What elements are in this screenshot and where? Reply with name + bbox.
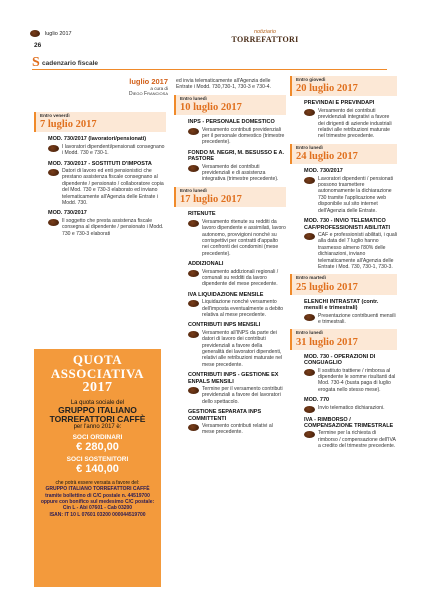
column-3 bbox=[290, 72, 397, 450]
promo-title: QUOTA ASSOCIATIVA bbox=[50, 352, 145, 381]
coffee-bean-icon bbox=[188, 128, 199, 135]
list-item: Versamento contributi relativi al mese precedente. bbox=[188, 423, 286, 436]
item-title: MOD. 730 - OPERAZIONI DI CONGUAGLIO bbox=[304, 353, 376, 367]
coffee-bean-icon bbox=[304, 314, 315, 321]
promo-line1: La quota sociale del bbox=[70, 400, 125, 406]
date-label: Entro lunedì bbox=[180, 95, 207, 101]
coffee-bean-icon bbox=[188, 424, 199, 431]
item-title: FONDO M. NEGRI, M. BESUSSO E A. PASTORE bbox=[188, 149, 285, 163]
promo-pay5: Cin L - Abi 07601 - Cab 03200 bbox=[62, 505, 133, 512]
list-item: Versamento contributi previdenziali per il personale domestico (trimestre precedente). bbox=[188, 127, 286, 146]
promo-pay2: GRUPPO ITALIANO TORREFATTORI CAFFÈ bbox=[45, 486, 150, 493]
date-label: Entro lunedì bbox=[296, 144, 323, 150]
item-title: MOD. 730/2017 (lavoratori/pensionati) bbox=[48, 136, 147, 143]
list-item: Datori di lavoro ed enti pensionistici che prestano assistenza fiscale consegnano al dipendente / pensionato / collaboratore copia del Mod. 730 e 730-3 elaborato ed inviano telematicamente all'Agenzia delle Entrate i Modd. 730. bbox=[48, 168, 166, 206]
promo-year: 2017 bbox=[82, 380, 113, 395]
promo-line2: per l'anno 2017 è: bbox=[73, 424, 122, 431]
list-item: Versamento dei contributi previdenziali e di assistenza integrativa (trimestre precedente). bbox=[188, 164, 286, 183]
item-title: CONTRIBUTI INPS MENSILI bbox=[188, 322, 261, 329]
item-title: PREVINDAI E PREVINDAPI bbox=[304, 100, 375, 107]
section-title: cadenzario fiscale bbox=[42, 60, 98, 67]
coffee-bean-icon bbox=[188, 387, 199, 394]
promo-supporter-label: SOCI SOSTENITORI bbox=[66, 455, 129, 463]
item-title: ADDIZIONALI bbox=[188, 261, 224, 268]
item-title: IVA LIQUIDAZIONE MENSILE bbox=[188, 291, 264, 298]
date-value: 31 luglio 2017 bbox=[296, 336, 358, 348]
item-title: CONTRIBUTI INPS - GESTIONE EX ENPALS MENSILI bbox=[188, 372, 279, 385]
intro-by: a cura di bbox=[150, 86, 168, 91]
item-title: MOD. 770 bbox=[304, 397, 330, 404]
list-item: Lavoratori dipendenti / pensionati possono trasmettere autonomamente la dichiarazione 730 tramite l'applicazione web disponibile sul sito internet dell'Agenzia delle Entrate. bbox=[304, 176, 397, 214]
item-title: INPS - PERSONALE DOMESTICO bbox=[188, 119, 275, 126]
list-item: Invio telematico dichiarazioni. bbox=[304, 405, 397, 413]
coffee-bean-icon bbox=[304, 233, 315, 240]
date-label: Entro martedì bbox=[296, 275, 326, 281]
intro bbox=[85, 78, 168, 97]
header-notiziario: notiziario bbox=[253, 29, 276, 35]
date-label: Entro lunedì bbox=[296, 330, 323, 336]
list-item: Versamento ritenute su redditi da lavoro dipendente e assimilati, lavoro autonomo, provvigioni nonché su corrispettivi per contratti d'appalto nei confronti dei condomini (mese precedente). bbox=[188, 219, 286, 257]
date-value: 17 luglio 2017 bbox=[180, 194, 242, 206]
date-value: 10 luglio 2017 bbox=[180, 102, 242, 114]
list-item: Termine per il versamento contributi previdenziali a favore dei lavoratori dello spettacolo. bbox=[188, 386, 286, 405]
section-letter: S bbox=[32, 55, 40, 70]
date-header bbox=[34, 112, 166, 132]
coffee-bean-icon bbox=[304, 109, 315, 116]
coffee-bean-icon bbox=[48, 169, 59, 176]
list-item: Versamento addizionali regionali / comunali su redditi da lavoro dipendente del mese precedente. bbox=[188, 269, 286, 288]
list-item: Liquidazione nonché versamento dell'imposta eventualmente a debito relativa al mese precedente. bbox=[188, 299, 286, 318]
coffee-bean-icon bbox=[304, 369, 315, 376]
promo-pay6: ISAN: IT 10 L 07601 03200 000044519700 bbox=[49, 511, 146, 518]
coffee-bean-icon bbox=[304, 406, 315, 413]
date-label: Entro giovedì bbox=[296, 77, 326, 82]
list-item: CAF e professionisti abilitati, i quali alla data del 7 luglio hanno trasmesso almeno l'80% delle dichiarazioni, inviano telematicamente all'Agenzia delle Entrate i Mod. 730, 730-1, 730-3. bbox=[304, 232, 397, 270]
column-1 bbox=[34, 108, 166, 237]
header-brand: TORREFATTORI bbox=[231, 35, 299, 44]
list-item: Versamento all'INPS da parte dei datori di lavoro dei contributi previdenziali a favore della generalità dei lavoratori dipendenti, relativi alle retribuzioni maturate nel mese precedente. bbox=[188, 330, 286, 368]
list-item: I lavoratori dipendenti/pensionati consegnano i Modd. 730 e 730-1. bbox=[48, 144, 166, 157]
coffee-bean-icon bbox=[188, 300, 199, 307]
promo-group: GRUPPO ITALIANO TORREFATTORI CAFFÈ bbox=[49, 405, 146, 425]
item-title: IVA - RIMBORSO / COMPENSAZIONE TRIMESTRALE bbox=[304, 416, 394, 430]
header-date: luglio 2017 bbox=[45, 31, 72, 37]
intro-month: luglio 2017 bbox=[129, 77, 168, 86]
page-number: 26 bbox=[34, 42, 42, 49]
date-value: 20 luglio 2017 bbox=[296, 83, 358, 95]
coffee-bean-icon bbox=[188, 331, 199, 338]
coffee-bean-icon bbox=[48, 219, 59, 226]
coffee-bean-icon bbox=[188, 220, 199, 227]
item-title: MOD. 730 - INVIO TELEMATICO CAF/PROFESSIONISTI ABILITATI bbox=[304, 218, 391, 231]
item-title: MOD. 730/2017 - SOSTITUTI D'IMPOSTA bbox=[48, 160, 152, 167]
item-title: ELENCHI INTRASTAT (contr. mensili e trimestrali) bbox=[304, 298, 379, 312]
item-title: RITENUTE bbox=[188, 211, 216, 218]
date-header bbox=[290, 76, 397, 96]
coffee-bean-icon bbox=[304, 177, 315, 184]
item-title: GESTIONE SEPARATA INPS COMMITTENTI bbox=[188, 409, 262, 422]
promo-pay1: che potrà essere versata a favore del: bbox=[55, 480, 140, 487]
promo-pay4: oppure con bonifico sul medesimo C/C postale: bbox=[40, 499, 155, 506]
list-item: Il soggetto che presta assistenza fiscale consegna al dipendente / pensionato i Modd. 730 e 730-3 elaborati bbox=[48, 218, 166, 237]
date-label: Entro lunedì bbox=[180, 187, 207, 193]
list-item: Presentazione contribuenti mensili e trimestrali. bbox=[304, 313, 397, 326]
date-header bbox=[290, 274, 397, 294]
intro-author: Diego Franciosa bbox=[129, 90, 168, 97]
column-2 bbox=[174, 78, 286, 436]
list-item: Versamento dei contributi previdenziali integrativi a favore dei dirigenti di aziende industriali relativi alle retribuzioni maturate nel trimestre precedente. bbox=[304, 108, 397, 140]
date-header bbox=[174, 95, 286, 115]
promo-ordinary-label: SOCI ORDINARI bbox=[72, 433, 123, 441]
promo-ordinary-price: € 280,00 bbox=[76, 440, 119, 453]
coffee-bean-icon bbox=[30, 30, 40, 37]
date-value: 25 luglio 2017 bbox=[296, 281, 358, 293]
date-header bbox=[290, 144, 397, 164]
date-value: 24 luglio 2017 bbox=[296, 151, 358, 163]
item-title: MOD. 730/2017 bbox=[48, 210, 87, 217]
coffee-bean-icon bbox=[188, 165, 199, 172]
promo-pay3: tramite bollettino di C/C postale n. 44519700 bbox=[45, 492, 150, 499]
promo-supporter-price: € 140,00 bbox=[76, 463, 119, 476]
col2-continuation: ed invia telematicamente all'Agenzia delle Entrate i Modd. 730,730-1, 730-3 e 730-4. bbox=[176, 78, 271, 91]
list-item: Termine per la richiesta di rimborso / compensazione dell'IVA a credito del trimestre precedente. bbox=[304, 430, 397, 449]
coffee-bean-icon bbox=[48, 145, 59, 152]
date-label: Entro venerdì bbox=[40, 113, 70, 118]
membership-promo-box bbox=[34, 349, 161, 587]
list-item: Il sostituto trattiene / rimborsa al dipendente le somme risultanti dal Mod. 730-4 (busta paga di luglio erogata nello stesso mese). bbox=[304, 368, 397, 394]
coffee-bean-icon bbox=[188, 270, 199, 277]
date-value: 7 luglio 2017 bbox=[40, 119, 97, 131]
coffee-bean-icon bbox=[304, 431, 315, 438]
item-title: MOD. 730/2017 bbox=[304, 168, 343, 175]
date-header bbox=[290, 329, 397, 349]
date-header bbox=[174, 187, 286, 207]
